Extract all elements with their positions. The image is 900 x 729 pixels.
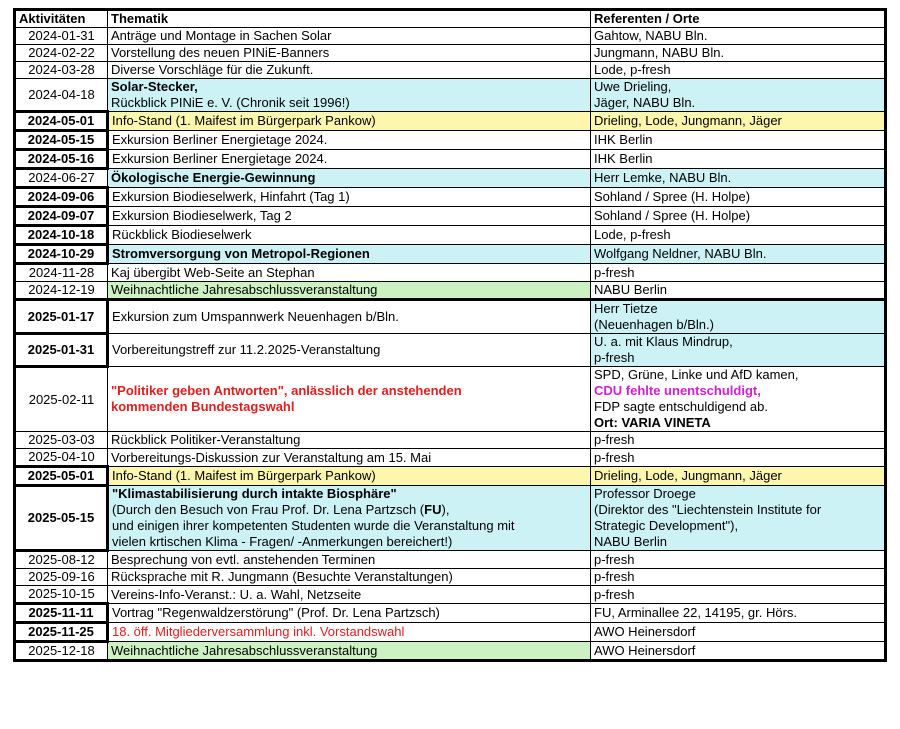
referent-line: IHK Berlin	[594, 151, 653, 166]
referent-line: Strategic Development"),	[594, 518, 739, 533]
table-row	[15, 551, 886, 569]
referent-line: Uwe Drieling,	[594, 79, 672, 94]
referent-line: Herr Tietze	[594, 301, 658, 316]
row-referent	[591, 486, 886, 551]
table-row	[15, 367, 886, 432]
row-referent	[591, 300, 886, 334]
topic-line: Stromversorgung von Metropol-Regionen	[112, 246, 370, 261]
row-date: 2025-12-18	[15, 642, 108, 661]
topic-line: Weihnachtliche Jahresabschlussveranstaltung	[111, 282, 378, 297]
row-topic	[108, 282, 591, 300]
row-referent	[591, 432, 886, 449]
row-referent	[591, 604, 886, 623]
row-topic	[108, 150, 591, 169]
row-topic	[108, 642, 591, 661]
referent-line: (Direktor des "Liechtenstein Institute for	[594, 502, 822, 517]
table-row	[15, 28, 886, 45]
row-topic	[108, 623, 591, 642]
referent-line: FU, Arminallee 22, 14195, gr. Hörs.	[594, 605, 798, 620]
topic-line: Exkursion Berliner Energietage 2024.	[112, 151, 328, 166]
referent-line: Jäger, NABU Bln.	[594, 95, 696, 110]
table-row	[15, 207, 886, 226]
table-row	[15, 604, 886, 623]
row-referent	[591, 334, 886, 367]
topic-line: Kaj übergibt Web-Seite an Stephan	[111, 264, 315, 280]
table-row	[15, 264, 886, 282]
row-date: 2025-11-11	[15, 604, 108, 623]
referent-line: p-fresh	[594, 264, 635, 280]
row-date: 2024-02-22	[15, 45, 108, 62]
row-referent	[591, 150, 886, 169]
row-topic	[108, 367, 591, 432]
referent-line: FDP sagte entschuldigend ab.	[594, 399, 768, 414]
row-date: 2025-01-17	[15, 300, 108, 334]
table-row	[15, 112, 886, 131]
row-referent	[591, 551, 886, 569]
referent-line: Gahtow, NABU Bln.	[594, 28, 708, 43]
row-topic	[108, 79, 591, 112]
table-row	[15, 282, 886, 300]
topic-line: Rückblick Politiker-Veranstaltung	[111, 432, 301, 447]
row-topic	[108, 131, 591, 150]
row-date: 2024-12-19	[15, 282, 108, 300]
table-row	[15, 188, 886, 207]
row-referent	[591, 226, 886, 245]
row-topic	[108, 604, 591, 623]
topic-line: Exkursion Berliner Energietage 2024.	[112, 132, 328, 147]
topic-line: Exkursion Biodieselwerk, Tag 2	[112, 208, 292, 223]
topic-line: Rückblick PINiE e. V. (Chronik seit 1996!)	[111, 95, 350, 110]
row-date: 2025-03-03	[15, 432, 108, 449]
table-row	[15, 432, 886, 449]
row-referent	[591, 449, 886, 467]
activity-table	[13, 8, 887, 662]
row-date: 2024-10-29	[15, 245, 108, 264]
topic-line: Exkursion Biodieselwerk, Hinfahrt (Tag 1)	[112, 189, 350, 204]
row-referent	[591, 367, 886, 432]
row-referent	[591, 264, 886, 282]
referent-line: Sohland / Spree (H. Holpe)	[594, 189, 751, 204]
referent-line: AWO Heinersdorf	[594, 624, 696, 639]
row-referent	[591, 245, 886, 264]
table-row	[15, 169, 886, 188]
row-referent	[591, 79, 886, 112]
row-date: 2024-05-15	[15, 131, 108, 150]
table-header-row	[15, 10, 886, 28]
referent-line: Wolfgang Neldner, NABU Bln.	[594, 246, 767, 261]
row-topic	[108, 112, 591, 131]
referent-line: Professor Droege	[594, 486, 696, 501]
row-date: 2025-08-12	[15, 551, 108, 569]
table-row	[15, 449, 886, 467]
topic-line: Weihnachtliche Jahresabschlussveranstaltung	[111, 642, 378, 658]
row-topic	[108, 432, 591, 449]
activity-table-wrapper	[13, 8, 887, 662]
row-date: 2024-09-07	[15, 207, 108, 226]
row-referent	[591, 188, 886, 207]
table-row	[15, 623, 886, 642]
referent-line: p-fresh	[594, 449, 635, 465]
table-row	[15, 300, 886, 334]
row-referent	[591, 282, 886, 300]
referent-line: Ort: VARIA VINETA	[594, 415, 711, 430]
row-topic	[108, 551, 591, 569]
topic-line: "Politiker geben Antworten", anlässlich der anstehenden	[111, 383, 462, 398]
referent-line: (Neuenhagen b/Bln.)	[594, 317, 714, 332]
topic-line: Vereins-Info-Veranst.: U. a. Wahl, Netzseite	[111, 586, 362, 602]
row-referent	[591, 642, 886, 661]
row-referent	[591, 62, 886, 79]
referent-line: Drieling, Lode, Jungmann, Jäger	[594, 468, 782, 483]
row-topic	[108, 245, 591, 264]
table-row	[15, 79, 886, 112]
table-row	[15, 486, 886, 551]
topic-line: Info-Stand (1. Maifest im Bürgerpark Pankow)	[112, 113, 376, 128]
topic-line: Diverse Vorschläge für die Zukunft.	[111, 62, 314, 77]
row-date: 2025-09-16	[15, 569, 108, 586]
referent-line: p-fresh	[594, 551, 635, 567]
table-row	[15, 131, 886, 150]
row-topic	[108, 467, 591, 486]
row-topic	[108, 486, 591, 551]
referent-line: AWO Heinersdorf	[594, 642, 696, 658]
row-date: 2024-09-06	[15, 188, 108, 207]
row-topic	[108, 226, 591, 245]
row-date: 2024-04-18	[15, 79, 108, 112]
referent-line: Lode, p-fresh	[594, 227, 671, 242]
row-date: 2024-05-01	[15, 112, 108, 131]
table-row	[15, 334, 886, 367]
topic-line: Anträge und Montage in Sachen Solar	[111, 28, 332, 43]
row-topic	[108, 300, 591, 334]
row-referent	[591, 623, 886, 642]
row-topic	[108, 62, 591, 79]
topic-line: Vorbereitungs-Diskussion zur Veranstaltung am 15. Mai	[111, 449, 432, 465]
table-row	[15, 586, 886, 604]
topic-line: 18. öff. Mitgliederversammlung inkl. Vorstandswahl	[112, 624, 405, 639]
row-referent	[591, 112, 886, 131]
row-referent	[591, 169, 886, 188]
topic-line: vielen krtischen Klima - Fragen/ -Anmerkungen bereichert!)	[112, 534, 453, 549]
row-referent	[591, 207, 886, 226]
row-referent	[591, 586, 886, 604]
row-topic	[108, 207, 591, 226]
row-date: 2024-03-28	[15, 62, 108, 79]
row-referent	[591, 28, 886, 45]
row-topic	[108, 45, 591, 62]
header-date: Aktivitäten	[15, 10, 108, 28]
referent-line: p-fresh	[594, 586, 635, 602]
row-date: 2024-01-31	[15, 28, 108, 45]
topic-line: und einigen ihrer kompetenten Studenten wurde die Veranstaltung mit	[112, 518, 515, 533]
row-date: 2024-11-28	[15, 264, 108, 282]
referent-line: NABU Berlin	[594, 534, 667, 549]
topic-line: Rücksprache mit R. Jungmann (Besuchte Veranstaltungen)	[111, 569, 453, 584]
table-row	[15, 245, 886, 264]
row-referent	[591, 569, 886, 586]
header-ref: Referenten / Orte	[591, 10, 886, 28]
topic-line: Vorbereitungstreff zur 11.2.2025-Veranstaltung	[112, 342, 381, 357]
row-date: 2024-06-27	[15, 169, 108, 188]
header-topic: Thematik	[108, 10, 591, 28]
table-row	[15, 150, 886, 169]
topic-line: kommenden Bundestagswahl	[111, 399, 295, 414]
referent-line: CDU fehlte unentschuldigt,	[594, 383, 761, 398]
row-referent	[591, 467, 886, 486]
row-referent	[591, 45, 886, 62]
row-topic	[108, 28, 591, 45]
topic-line: (Durch den Besuch von Frau Prof. Dr. Lena Partzsch (FU),	[112, 502, 450, 517]
row-date: 2024-05-16	[15, 150, 108, 169]
row-referent	[591, 131, 886, 150]
referent-line: Jungmann, NABU Bln.	[594, 45, 725, 60]
row-topic	[108, 569, 591, 586]
referent-line: U. a. mit Klaus Mindrup,	[594, 334, 733, 349]
row-topic	[108, 449, 591, 467]
topic-line: Vortrag "Regenwaldzerstörung" (Prof. Dr. Lena Partzsch)	[112, 605, 440, 620]
row-topic	[108, 334, 591, 367]
row-date: 2025-05-01	[15, 467, 108, 486]
referent-line: Sohland / Spree (H. Holpe)	[594, 208, 751, 223]
referent-line: Drieling, Lode, Jungmann, Jäger	[594, 113, 782, 128]
referent-line: p-fresh	[594, 432, 635, 447]
topic-line: Vorstellung des neuen PINiE-Banners	[111, 45, 330, 60]
row-topic	[108, 586, 591, 604]
row-topic	[108, 169, 591, 188]
referent-line: Lode, p-fresh	[594, 62, 671, 77]
referent-line: SPD, Grüne, Linke und AfD kamen,	[594, 367, 799, 382]
row-topic	[108, 264, 591, 282]
row-date: 2025-01-31	[15, 334, 108, 367]
row-date: 2025-10-15	[15, 586, 108, 604]
referent-line: p-fresh	[594, 350, 635, 365]
topic-line: Info-Stand (1. Maifest im Bürgerpark Pankow)	[112, 468, 376, 483]
row-topic	[108, 188, 591, 207]
row-date: 2025-04-10	[15, 449, 108, 467]
table-row	[15, 569, 886, 586]
table-row	[15, 45, 886, 62]
table-row	[15, 62, 886, 79]
topic-line: Besprechung von evtl. anstehenden Terminen	[111, 551, 376, 567]
referent-line: p-fresh	[594, 569, 635, 584]
topic-line: Solar-Stecker,	[111, 79, 198, 94]
topic-line: Exkursion zum Umspannwerk Neuenhagen b/Bln.	[112, 309, 399, 324]
referent-line: Herr Lemke, NABU Bln.	[594, 170, 732, 185]
table-row	[15, 642, 886, 661]
topic-line: Rückblick Biodieselwerk	[112, 227, 252, 242]
table-row	[15, 467, 886, 486]
row-date: 2025-11-25	[15, 623, 108, 642]
topic-line: "Klimastabilisierung durch intakte Biosphäre"	[112, 486, 397, 501]
row-date: 2024-10-18	[15, 226, 108, 245]
referent-line: NABU Berlin	[594, 282, 667, 297]
table-row	[15, 226, 886, 245]
referent-line: IHK Berlin	[594, 132, 653, 147]
row-date: 2025-02-11	[15, 367, 108, 432]
row-date: 2025-05-15	[15, 486, 108, 551]
topic-line: Ökologische Energie-Gewinnung	[111, 170, 316, 185]
